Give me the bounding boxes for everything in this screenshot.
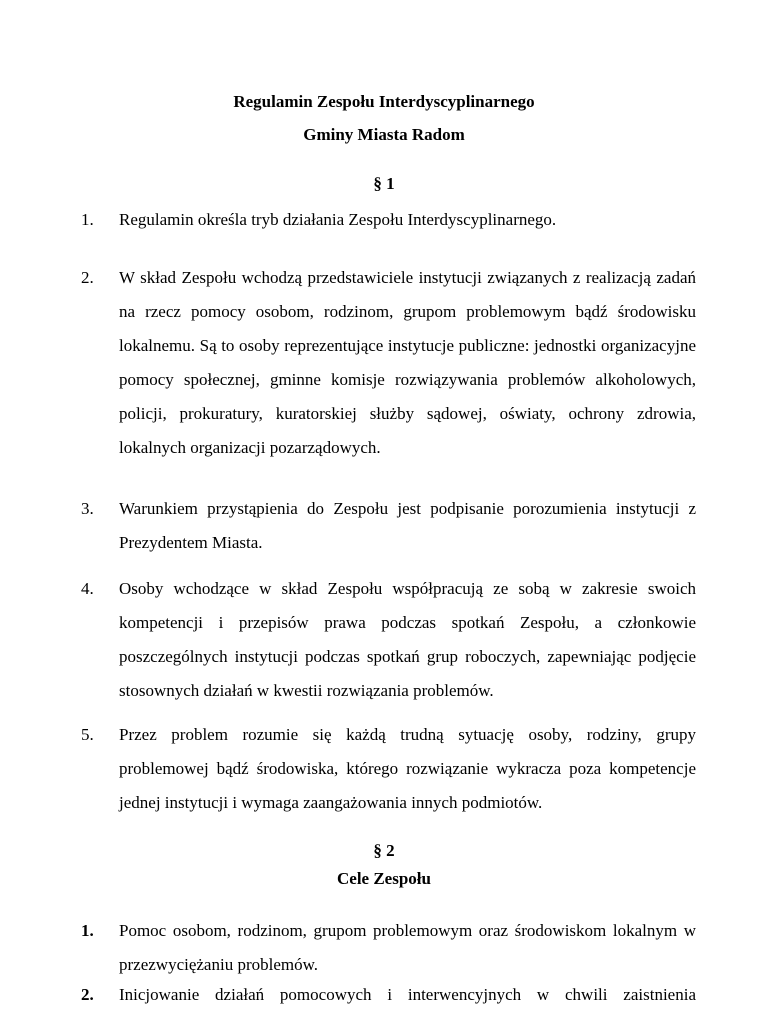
item-text: Pomoc osobom, rodzinom, grupom problemowym oraz środowiskom lokalnym w przezwyciężaniu problemów. xyxy=(119,921,696,974)
section1-item-4 xyxy=(81,572,696,708)
section1-item-2 xyxy=(81,261,696,465)
item-number: 2. xyxy=(81,985,94,1004)
section1-item-5 xyxy=(81,718,696,820)
section1-item-3 xyxy=(81,492,696,560)
item-number: 2. xyxy=(81,268,94,287)
item-text: Regulamin określa tryb działania Zespołu Interdyscyplinarnego. xyxy=(119,210,557,229)
item-text: Inicjowanie działań pomocowych i interwencyjnych w chwili zaistnienia xyxy=(119,985,696,1004)
section1-item-1 xyxy=(81,203,696,237)
item-number: 1. xyxy=(81,210,94,229)
item-text: Warunkiem przystąpienia do Zespołu jest podpisanie porozumienia instytucji z Prezydentem Miasta. xyxy=(119,499,696,552)
item-text: Osoby wchodzące w skład Zespołu współpracują ze sobą w zakresie swoich kompetencji i przepisów prawa podczas spotkań Zespołu, a członkowie poszczególnych instytucji podczas spotkań grup roboczych, zapewniając podjęcie stosownych działań w kwestii rozwiązania problemów. xyxy=(119,579,696,700)
section1-heading: § 1 xyxy=(373,174,395,193)
item-text: Przez problem rozumie się każdą trudną sytuację osoby, rodziny, grupy problemowej bądź środowiska, którego rozwiązanie wykracza poza kompetencje jednej instytucji i wymaga zaangażowania innych podmiotów. xyxy=(119,725,696,812)
item-number: 3. xyxy=(81,499,94,518)
document-title-line2: Gminy Miasta Radom xyxy=(303,125,465,144)
item-number: 5. xyxy=(81,725,94,744)
item-number: 4. xyxy=(81,579,94,598)
section2-subheading: Cele Zespołu xyxy=(337,869,431,888)
item-number: 1. xyxy=(81,921,94,940)
section2-item-2 xyxy=(81,978,696,1012)
document-title-line1: Regulamin Zespołu Interdyscyplinarnego xyxy=(233,92,535,111)
section2-item-1 xyxy=(81,914,696,982)
section2-heading: § 2 xyxy=(373,841,395,860)
item-text: W skład Zespołu wchodzą przedstawiciele instytucji związanych z realizacją zadań na rzecz pomocy osobom, rodzinom, grupom problemowym bądź środowisku lokalnemu. Są to osoby reprezentujące instytucje publiczne: jednostki organizacyjne pomocy społecznej, gminne komisje rozwiązywania problemów alkoholowych, policji, prokuratury, kuratorskiej służby sądowej, oświaty, ochrony zdrowia, lokalnych organizacji pozarządowych. xyxy=(119,268,696,457)
